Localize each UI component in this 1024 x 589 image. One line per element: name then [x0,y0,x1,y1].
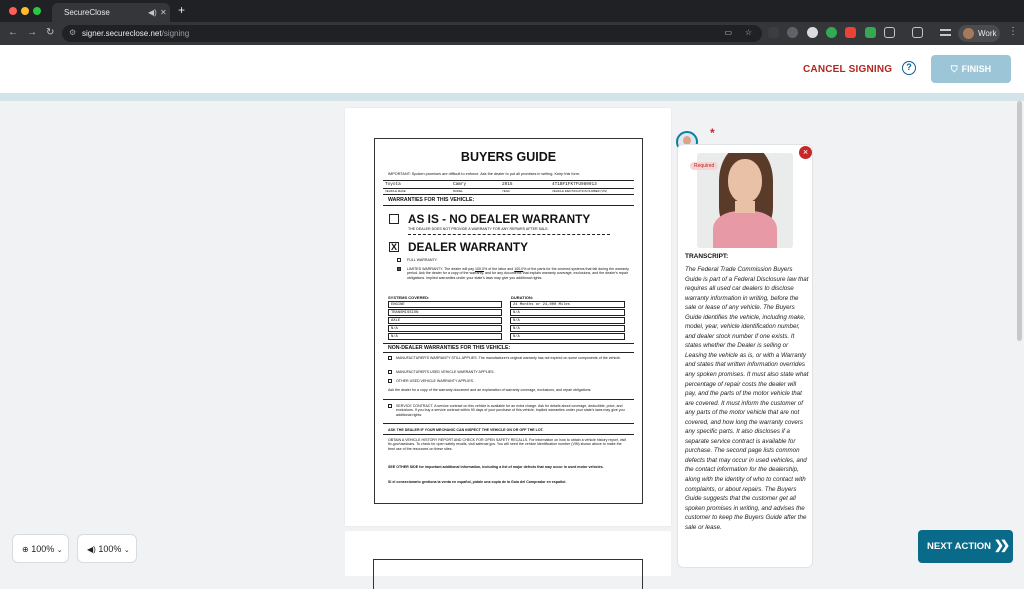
zoom-value: 100% [31,544,55,554]
divider [383,205,634,206]
mechanic-note: ASK THE DEALER IF YOUR MECHANIC CAN INSPECT THE VEHICLE ON OR OFF THE LOT. [388,428,544,432]
divider [383,180,634,181]
extension-icon-5[interactable] [845,27,856,38]
next-action-button[interactable] [918,530,1013,563]
other-warranty-text: OTHER USED VEHICLE WARRANTY APPLIES. [396,379,475,383]
divider [383,194,634,195]
limited-text-a: LIMITED WARRANTY. The dealer will pay [407,267,475,271]
chevron-down-icon: ⌄ [123,547,130,554]
dash-line [408,234,610,235]
limited-text-c: % of the parts for the covered systems that fail during the warranty period. Ask the dealer for a copy of the warranty, and for any documents that explain warranty coverage, exclusions, and the dealer's repair obligations. Implied warranties under your state's laws may give you additional rights. [407,267,629,280]
url-domain: signer.secureclose.net [82,29,162,38]
full-warranty-label: FULL WARRANTY. [407,258,438,262]
finish-label: FINISH [961,64,992,74]
forward-icon[interactable]: → [27,27,37,38]
profile-button[interactable] [958,25,1000,42]
used-vehicle-warranty-checkbox[interactable] [388,370,392,374]
url-field[interactable] [62,25,762,42]
maximize-window-button[interactable] [33,7,41,15]
history-report-note: OBTAIN A VEHICLE HISTORY REPORT AND CHECK FOR OPEN SAFETY RECALLS. For information on how to obtain a vehicle history report, visit ftc.gov/usedcars. To check for open safety recalls, visit safercar.gov. You will need the vehicle identification number (VIN) shown above to make the best use of the resources on these sites. [388,438,627,451]
duration-row: N/A [510,309,625,316]
close-window-button[interactable] [9,7,17,15]
duration-row: N/A [510,325,625,332]
volume-value: 100% [98,544,122,554]
close-tab-icon[interactable]: ✕ [160,8,167,17]
page-scrollbar[interactable] [1017,101,1022,341]
extension-icon-2[interactable] [787,27,798,38]
extension-icon-3[interactable] [807,27,818,38]
side-panel-icon[interactable] [912,27,923,38]
transcript-label: TRANSCRIPT: [685,253,729,260]
divider [383,343,634,344]
divider [383,423,634,424]
extension-icon-6[interactable] [865,27,876,38]
system-row: N/A [388,325,502,332]
tab-title: SecureClose [64,8,110,17]
dealer-warranty-checkbox[interactable]: X [390,242,397,252]
other-warranty-checkbox[interactable] [388,379,392,383]
limited-warranty-checkbox[interactable] [397,267,401,271]
close-panel-button[interactable]: × [799,146,812,159]
new-tab-button[interactable]: + [178,3,186,17]
browser-tab-bar [0,0,1024,22]
profile-label: Work [978,29,997,38]
presenter-top [713,211,777,248]
presenter-face [728,159,762,203]
used-vehicle-warranty-text: MANUFACTURER'S USED VEHICLE WARRANTY APPLIES. [396,370,495,374]
as-is-subtext: THE DEALER DOES NOT PROVIDE A WARRANTY FOR ANY REPAIRS AFTER SALE. [408,227,549,231]
url-path: /signing [161,29,190,38]
minimize-window-button[interactable] [21,7,29,15]
site-info-icon[interactable]: ⚙ [69,28,77,37]
profile-avatar [963,28,974,39]
cancel-signing-button[interactable]: CANCEL SIGNING [803,64,893,75]
back-icon[interactable]: ← [8,27,18,38]
divider [383,434,634,435]
service-contract-checkbox[interactable] [388,404,392,408]
full-warranty-checkbox[interactable] [397,258,401,262]
divider [383,399,634,400]
double-chevron-right-icon: ❯❯ [993,538,1006,552]
vehicle-year: 2015 [502,182,513,187]
page-2-frame [373,559,643,589]
vehicle-vin: 4T1BF1FK7FU980913 [552,182,597,187]
important-note: IMPORTANT: Spoken promises are difficult to enforce. Ask the dealer to put all promises in writing. Keep this form. [388,172,581,176]
required-badge: Required [690,162,718,170]
non-dealer-heading: NON-DEALER WARRANTIES FOR THIS VEHICLE: [388,345,511,351]
chevron-down-icon: ⌄ [56,547,63,554]
duration-row: 24 Months or 24,000 Miles [510,301,625,308]
zoom-icon: ⊕ [22,545,29,554]
grammarly-icon[interactable] [826,27,837,38]
header-divider [0,93,1024,101]
as-is-checkbox[interactable] [389,214,399,224]
spanish-note: Si el consecionario gestiona la venta en español, pídale una copia de la Guía del Comprador en español. [388,480,567,484]
vehicle-model: Camry [453,182,467,187]
label-year: YEAR [502,189,510,193]
document-page-2 [345,531,671,576]
menu-kebab-icon[interactable]: ⋮ [1008,26,1018,37]
as-is-label: AS IS - NO DEALER WARRANTY [408,212,591,226]
cast-icon[interactable]: ▭ [724,28,732,37]
warranties-heading: WARRANTIES FOR THIS VEHICLE: [388,197,475,203]
required-asterisk: * [710,126,715,140]
labor-percent: 100.0 [475,267,485,271]
form-title: BUYERS GUIDE [460,150,557,164]
signing-header [0,45,1024,93]
reload-icon[interactable]: ↻ [46,27,55,38]
limited-warranty-text [407,267,629,280]
transcript-text: The Federal Trade Commission Buyers Guide is part of a Federal Disclosure law that requires all used car dealers to disclose warranty information in writing, before the sale or lease of any vehicle. The Buyers Guide identifies the vehicle, including make, model, year, vehicle identification number, and dealer stock number if one exists. It states whether the Dealer is selling or Leasing the vehicle as is, or with a Warranty and states that written information overrides any spoken promises. It must also state what percentage of repair costs the dealer will pay, and the parts of the motor vehicle that are covered. It must inform the customer of any parts of the motor vehicle that are not covered, and how long the warranty covers any specific parts. It also discloses if a separate service contract is available for purchase. The second page lists common defects that may occur in used vehicles, and the contact information for the dealership, along with the identity of who to contact with complaints, or about repairs. The Buyers Guide suggests that the customer get all spoken promises in writing, and advises the customer to keep the Buyers Guide after the sale or lease. [685,266,809,531]
parts-percent: 100.0 [514,267,524,271]
other-side-note: SEE OTHER SIDE for important additional information, including a list of major defects that may occur in used motor vehicles. [388,465,604,469]
volume-icon: ◀) [87,545,96,554]
extension-icon-1[interactable] [768,27,779,38]
help-icon[interactable]: ? [902,61,916,75]
duration-row: N/A [510,333,625,340]
browser-tab[interactable] [52,3,170,22]
buyers-guide-form [374,138,643,504]
system-row: ENGINE [388,301,502,308]
non-dealer-note: Ask the dealer for a copy of the warranty document and an explanation of warranty coverage, exclusions, and repair obligations. [388,388,592,392]
transcript-panel [677,144,813,568]
duration-label: DURATION: [511,295,534,300]
shield-icon: ⛉ [950,64,958,74]
label-make: VEHICLE MAKE [385,189,406,193]
volume-control[interactable] [77,534,137,563]
next-action-label: NEXT ACTION [927,541,992,552]
extensions-puzzle-icon[interactable] [884,27,895,38]
finish-button[interactable] [931,55,1011,83]
label-vin: VEHICLE IDENTIFICATION NUMBER (VIN) [552,189,607,193]
vehicle-make: Toyota [385,182,401,187]
presenter-neck [735,201,755,213]
manufacturer-warranty-checkbox[interactable] [388,356,392,360]
bookmark-star-icon[interactable]: ☆ [744,28,752,37]
dealer-warranty-label: DEALER WARRANTY [408,240,528,254]
manufacturer-warranty-text: MANUFACTURER'S WARRANTY STILL APPLIES. The manufacturer's original warranty has not expired on some components of the vehicle. [396,356,621,360]
system-row: AXLE [388,317,502,324]
divider [383,352,634,353]
systems-covered-label: SYSTEMS COVERED: [388,295,430,300]
label-model: MODEL [453,189,463,193]
zoom-control[interactable] [12,534,69,563]
system-row: N/A [388,333,502,340]
address-bar-row [0,22,1024,45]
limited-text-b: % of the labor and [484,267,514,271]
reading-list-icon[interactable] [940,29,951,36]
duration-row: N/A [510,317,625,324]
audio-icon[interactable]: ◀) [148,8,157,17]
system-row: TRANSMISSION [388,309,502,316]
service-contract-text: SERVICE CONTRACT. A service contract on this vehicle is available for an extra charge. Ask for details about coverage, deductible, price, and exclusions. If you buy a service contract within 90 days of your purchase of this vehicle, implied warranties under your state's laws may give you additional rights. [396,404,625,417]
